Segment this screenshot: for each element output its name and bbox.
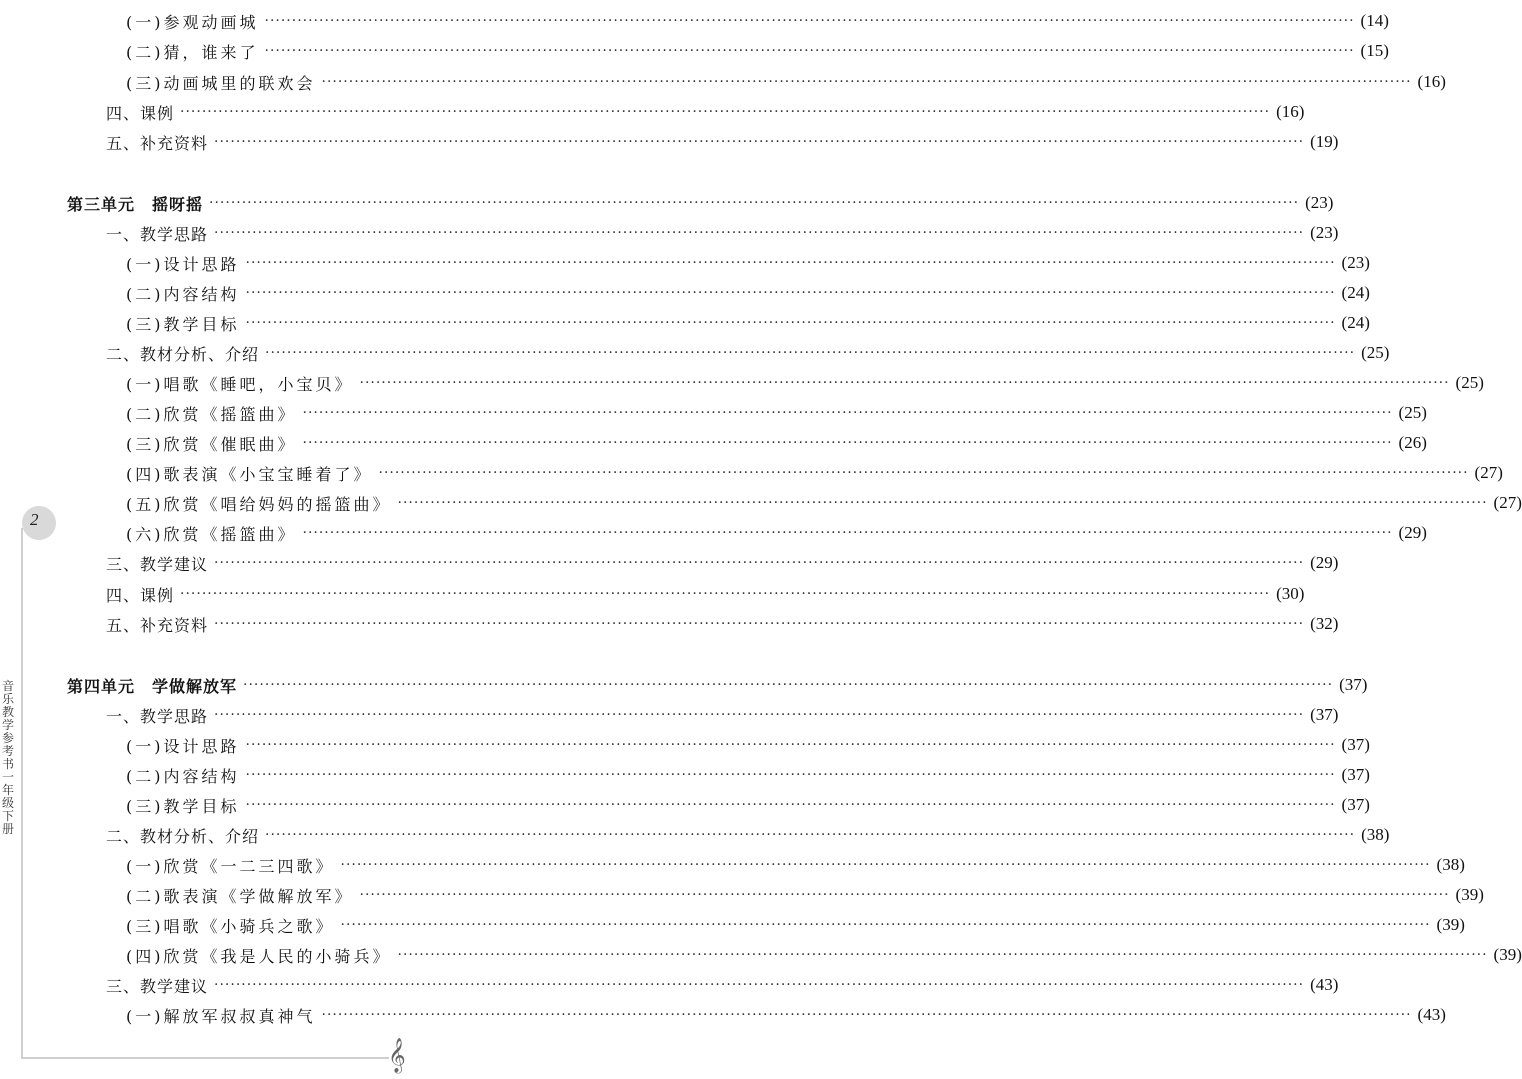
toc-entry[interactable] <box>126 912 1465 938</box>
toc-entry[interactable] <box>106 220 1339 246</box>
toc-entry-page: (16) <box>1276 102 1305 121</box>
toc-leader-dots: ········································································································································································································ <box>214 225 1305 241</box>
toc-entry-label: 五、补充资料 <box>106 615 209 635</box>
toc-entry-label: 一、教学思路 <box>106 224 209 244</box>
toc-entry-label: (四)欣赏《我是人民的小骑兵》 <box>126 946 392 966</box>
toc-entry-page: (15) <box>1360 41 1389 60</box>
toc-entry-page: (27) <box>1474 463 1503 482</box>
toc-entry[interactable] <box>106 702 1339 728</box>
toc-entry[interactable] <box>126 732 1370 758</box>
toc-entry[interactable] <box>106 99 1305 125</box>
toc-leader-dots: ········································································································································································································ <box>180 586 1271 602</box>
toc-entry-page: (37) <box>1341 735 1370 754</box>
toc-entry-page: (39) <box>1493 945 1522 964</box>
toc-leader-dots: ········································································································································································································ <box>214 555 1305 571</box>
toc-entry[interactable] <box>106 611 1339 637</box>
toc-entry[interactable] <box>126 69 1446 95</box>
toc-entry-label: (六)欣赏《摇篮曲》 <box>126 524 297 544</box>
toc-entry-label: (三)教学目标 <box>126 796 240 816</box>
toc-entry-page: (25) <box>1361 343 1390 362</box>
toc-leader-dots: ········································································································································································································ <box>397 495 1488 511</box>
toc-entry[interactable] <box>126 250 1370 276</box>
toc-leader-dots: ········································································································································································································ <box>397 947 1488 963</box>
toc-leader-dots: ········································································································································································································ <box>209 195 1300 211</box>
toc-entry-page: (32) <box>1310 614 1339 633</box>
toc-entry-page: (39) <box>1436 915 1465 934</box>
toc-entry-page: (43) <box>1417 1005 1446 1024</box>
toc-unit-heading[interactable] <box>67 672 1368 698</box>
toc-entry[interactable] <box>106 972 1339 998</box>
page-number: 2 <box>30 510 39 529</box>
toc-entry-label: (三)欣赏《催眠曲》 <box>126 434 297 454</box>
toc-leader-dots: ········································································································································································································ <box>302 525 1393 541</box>
toc-entry-page: (23) <box>1341 253 1370 272</box>
toc-entry[interactable] <box>126 882 1484 908</box>
toc-entry-page: (19) <box>1310 132 1339 151</box>
toc-leader-dots: ········································································································································································································ <box>245 797 1336 813</box>
toc-entry-page: (14) <box>1360 11 1389 30</box>
toc-entry-label: (一)参观动画城 <box>126 12 259 32</box>
toc-entry-page: (24) <box>1341 283 1370 302</box>
toc-leader-dots: ········································································································································································································ <box>378 465 1469 481</box>
toc-entry[interactable] <box>126 852 1465 878</box>
toc-entry[interactable] <box>126 310 1370 336</box>
toc-entry-label: 一、教学思路 <box>106 706 209 726</box>
toc-entry[interactable] <box>126 792 1370 818</box>
toc-entry-label: (二)内容结构 <box>126 766 240 786</box>
toc-entry[interactable] <box>126 400 1427 426</box>
toc-entry-label: (一)解放军叔叔真神气 <box>126 1006 316 1026</box>
toc-entry[interactable] <box>126 8 1389 34</box>
toc-leader-dots: ········································································································································································································ <box>245 255 1336 271</box>
toc-entry-label: (二)猜，谁来了 <box>126 42 259 62</box>
toc-entry-page: (38) <box>1436 855 1465 874</box>
toc-entry-page: (43) <box>1310 975 1339 994</box>
toc-entry-page: (30) <box>1276 584 1305 603</box>
toc-entry-label: (二)歌表演《学做解放军》 <box>126 886 354 906</box>
toc-entry[interactable] <box>106 129 1339 155</box>
toc-entry[interactable] <box>126 38 1389 64</box>
toc-entry[interactable] <box>106 581 1305 607</box>
toc-entry-page: (27) <box>1493 493 1522 512</box>
toc-entry-label: (三)动画城里的联欢会 <box>126 73 316 93</box>
toc-leader-dots: ········································································································································································································ <box>321 74 1412 90</box>
treble-clef-icon: 𝄞 <box>388 1038 406 1073</box>
toc-entry-label: 第四单元 学做解放军 <box>67 676 238 696</box>
toc-entry-page: (23) <box>1305 193 1334 212</box>
bottom-frame-line <box>21 1057 389 1059</box>
toc-leader-dots: ········································································································································································································ <box>265 345 1356 361</box>
toc-entry-page: (37) <box>1310 705 1339 724</box>
toc-entry-page: (24) <box>1341 313 1370 332</box>
toc-entry-label: 第三单元 摇呀摇 <box>67 194 204 214</box>
toc-entry-label: 二、教材分析、介绍 <box>106 344 260 364</box>
toc-leader-dots: ········································································································································································································ <box>265 827 1356 843</box>
toc-leader-dots: ········································································································································································································ <box>214 134 1305 150</box>
toc-entry-page: (23) <box>1310 223 1339 242</box>
toc-entry-page: (37) <box>1339 675 1368 694</box>
toc-leader-dots: ········································································································································································································ <box>359 375 1450 391</box>
toc-entry-label: (三)教学目标 <box>126 314 240 334</box>
toc-entry-label: 三、教学建议 <box>106 976 209 996</box>
toc-entry-label: (一)设计思路 <box>126 736 240 756</box>
toc-leader-dots: ········································································································································································································ <box>321 1007 1412 1023</box>
toc-leader-dots: ········································································································································································································ <box>359 887 1450 903</box>
toc-entry-page: (25) <box>1455 373 1484 392</box>
toc-entry[interactable] <box>126 460 1503 486</box>
side-book-title: 音乐教学参考书一年级下册 <box>2 679 15 836</box>
toc-entry[interactable] <box>126 430 1427 456</box>
toc-leader-dots: ········································································································································································································ <box>243 677 1334 693</box>
toc-entry[interactable] <box>126 490 1522 516</box>
toc-leader-dots: ········································································································································································································ <box>245 315 1336 331</box>
toc-unit-heading[interactable] <box>67 190 1334 216</box>
left-frame-line <box>21 528 23 1058</box>
toc-leader-dots: ········································································································································································································ <box>214 707 1305 723</box>
toc-entry-label: 三、教学建议 <box>106 554 209 574</box>
toc-entry[interactable] <box>126 942 1522 968</box>
toc-leader-dots: ········································································································································································································ <box>214 616 1305 632</box>
toc-leader-dots: ········································································································································································································ <box>245 767 1336 783</box>
toc-leader-dots: ········································································································································································································ <box>264 43 1355 59</box>
toc-entry-page: (37) <box>1341 795 1370 814</box>
toc-entry-page: (26) <box>1398 433 1427 452</box>
toc-entry-label: (一)设计思路 <box>126 254 240 274</box>
toc-leader-dots: ········································································································································································································ <box>340 857 1431 873</box>
toc-leader-dots: ········································································································································································································ <box>180 104 1271 120</box>
toc-entry-page: (39) <box>1455 885 1484 904</box>
toc-entry[interactable] <box>126 280 1370 306</box>
toc-entry-label: 二、教材分析、介绍 <box>106 826 260 846</box>
toc-leader-dots: ········································································································································································································ <box>264 13 1355 29</box>
toc-leader-dots: ········································································································································································································ <box>214 977 1305 993</box>
toc-entry-label: (二)内容结构 <box>126 284 240 304</box>
toc-entry-page: (38) <box>1361 825 1390 844</box>
toc-entry-label: (一)欣赏《一二三四歌》 <box>126 856 335 876</box>
toc-entry-page: (25) <box>1398 403 1427 422</box>
toc-entry-page: (29) <box>1310 553 1339 572</box>
toc-entry-label: (二)欣赏《摇篮曲》 <box>126 404 297 424</box>
toc-entry[interactable] <box>126 520 1427 546</box>
toc-entry[interactable] <box>126 370 1484 396</box>
toc-leader-dots: ········································································································································································································ <box>302 435 1393 451</box>
toc-entry[interactable] <box>126 1002 1446 1028</box>
toc-entry[interactable] <box>106 340 1390 366</box>
toc-entry-page: (37) <box>1341 765 1370 784</box>
toc-entry-label: 四、课例 <box>106 103 175 123</box>
toc-entry-label: 五、补充资料 <box>106 133 209 153</box>
toc-leader-dots: ········································································································································································································ <box>245 737 1336 753</box>
toc-entry-label: (四)歌表演《小宝宝睡着了》 <box>126 464 373 484</box>
toc-entry-label: (五)欣赏《唱给妈妈的摇篮曲》 <box>126 494 392 514</box>
toc-entry-page: (16) <box>1417 72 1446 91</box>
toc-entry-label: (一)唱歌《睡吧，小宝贝》 <box>126 374 354 394</box>
toc-leader-dots: ········································································································································································································ <box>340 917 1431 933</box>
toc-leader-dots: ········································································································································································································ <box>302 405 1393 421</box>
toc-entry-label: (三)唱歌《小骑兵之歌》 <box>126 916 335 936</box>
toc-entry[interactable] <box>106 550 1339 576</box>
toc-entry[interactable] <box>106 822 1390 848</box>
toc-entry-page: (29) <box>1398 523 1427 542</box>
toc-entry-label: 四、课例 <box>106 585 175 605</box>
toc-entry[interactable] <box>126 762 1370 788</box>
toc-leader-dots: ········································································································································································································ <box>245 285 1336 301</box>
